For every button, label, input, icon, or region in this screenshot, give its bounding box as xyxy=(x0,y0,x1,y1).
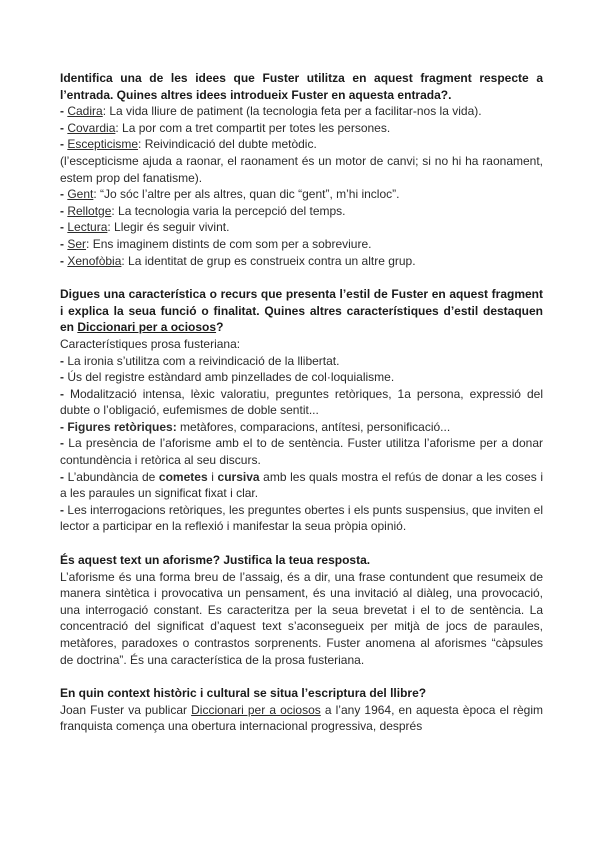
list-item: - Escepticisme: Reivindicació del dubte metòdic. xyxy=(60,137,317,152)
book-title-link: Diccionari per a ociosos xyxy=(77,320,217,335)
term: Xenofòbia xyxy=(67,253,122,268)
list-item: - Ús del registre estàndard amb pinzellades de col·loquialisme. xyxy=(60,370,395,385)
question-2: Digues una característica o recurs que presenta l’estil de Fuster en aquest fragment i explica la seua funció o finalitat. Quines altres característiques d’estil destaquen en Diccionari per a ociosos? xyxy=(60,287,543,335)
list-item: - Modalització intensa, lèxic valoratiu, preguntes retòriques, 1a persona, expressió del dubte o l’obligació, eufemismes de doble sentit... xyxy=(60,386,543,418)
list-item: - Lectura: Llegir és seguir vivint. xyxy=(60,220,230,235)
term: Ser xyxy=(67,236,87,251)
document-page xyxy=(60,70,543,735)
list-item: - Covardia: La por com a tret compartit per totes les persones. xyxy=(60,120,391,135)
term: Lectura xyxy=(67,220,108,235)
list-item: - Ser: Ens imaginem distints de com som per a sobreviure. xyxy=(60,236,372,251)
list-item: - Rellotge: La tecnologia varia la percepció del temps. xyxy=(60,203,346,218)
list-item: - Xenofòbia: La identitat de grup es construeix contra un altre grup. xyxy=(60,253,416,268)
list-item: - Figures retòriques: metàfores, comparacions, antítesi, personificació... xyxy=(60,419,451,434)
list-item: - La ironia s’utilitza com a reivindicació de la llibertat. xyxy=(60,353,340,368)
list-item: - Cadira: La vida lliure de patiment (la tecnologia feta per a facilitar-nos la vida). xyxy=(60,104,482,119)
intro-line: Característiques prosa fusteriana: xyxy=(60,336,241,351)
term: Rellotge xyxy=(67,203,112,218)
list-item: - Les interrogacions retòriques, les preguntes obertes i els punts suspensius, que inviten el lector a participar en la reflexió i manifestar la seua pròpia opinió. xyxy=(60,502,543,534)
question-1: Identifica una de les idees que Fuster utilitza en aquest fragment respecte a l’entrada. Quines altres idees introdueix Fuster en aquesta entrada?. xyxy=(60,71,543,102)
answer-paragraph: Joan Fuster va publicar Diccionari per a ociosos a l’any 1964, en aquesta època el règim franquista comença una obertura internacional progressiva, després xyxy=(60,702,544,734)
question-4: En quin context històric i cultural se situa l’escriptura del llibre? xyxy=(60,686,427,701)
note-paragraph: (l’escepticisme ajuda a raonar, el raonament és un motor de canvi; si no hi ha raonament, estem prop del fanatisme). xyxy=(60,153,543,185)
list-item: - Gent: “Jo sóc l’altre per als altres, quan dic “gent”, m’hi incloc”. xyxy=(60,187,400,202)
term: Gent xyxy=(67,187,94,202)
question-3: És aquest text un aforisme? Justifica la teua resposta. xyxy=(60,553,371,568)
answer-paragraph: L’aforisme és una forma breu de l’assaig, és a dir, una frase contundent que resumeix de manera sintètica i provocativa un pensament, és una invitació al diàleg, una provocació, una interrogació constant. Es caracteritza per la seua brevetat i el to de sentència. La concentració del significat d’aquest text s’aconsegueix per mitjà de jocs de paraules, metàfores, paradoxes o contrastos sorprenents. Fuster anomena al aforismes “càpsules de doctrina”. És una característica de la prosa fusteriana. xyxy=(60,569,543,667)
book-title-link: Diccionari per a ociosos xyxy=(191,702,321,717)
list-item: - L’abundància de cometes i cursiva amb les quals mostra el refús de donar a les coses i a les paraules un significat fixat i clar. xyxy=(60,469,543,501)
list-item: - La presència de l’aforisme amb el to de sentència. Fuster utilitza l’aforisme per a donar contundència i retòrica al seu discurs. xyxy=(60,436,543,468)
term: Covardia xyxy=(67,120,116,135)
term: Escepticisme xyxy=(67,137,139,152)
term: Cadira xyxy=(67,104,103,119)
